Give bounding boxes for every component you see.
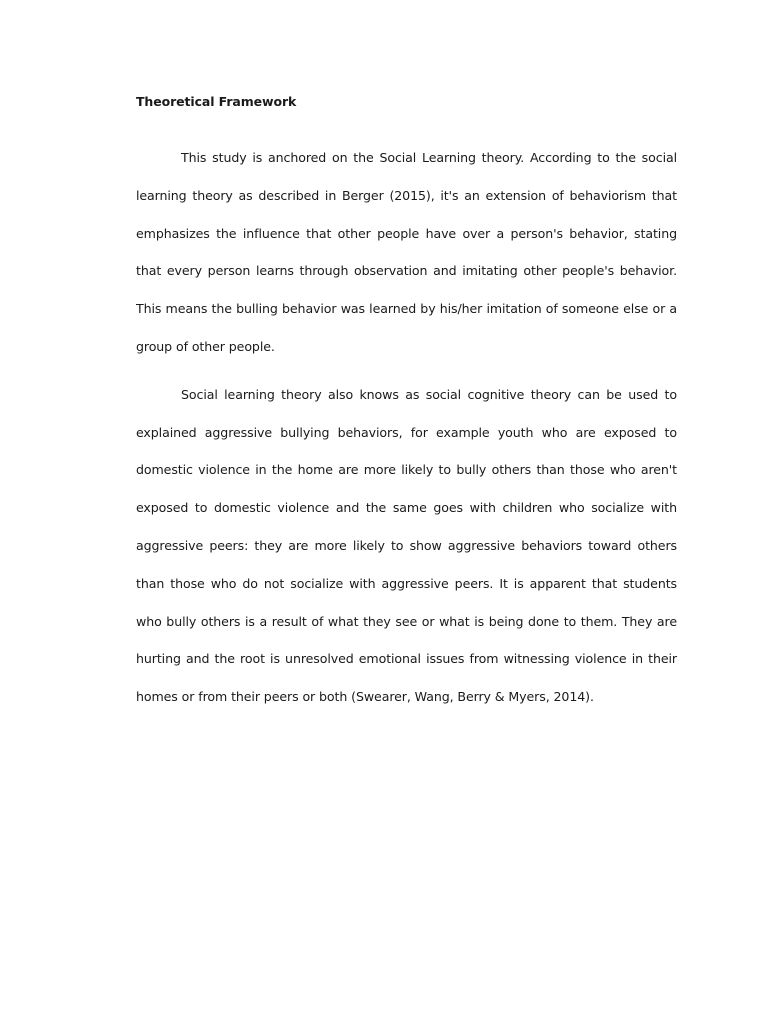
paragraph-1: This study is anchored on the Social Learning theory. According to the social learning theory as described in Berger (2015), it's an extension of behaviorism that emphasizes the influence that other people have over a person's behavior, stating that every person learns through observation and imitating other people's behavior. This means the bulling behavior was learned by his/her imitation of someone else or a group of other people. xyxy=(136,150,677,354)
section-heading: Theoretical Framework xyxy=(136,94,297,109)
document-body xyxy=(136,92,677,716)
paragraph-2: Social learning theory also knows as social cognitive theory can be used to explained aggressive bullying behaviors, for example youth who are exposed to domestic violence in the home are more likely to bully others than those who aren't exposed to domestic violence and the same goes with children who socialize with aggressive peers: they are more likely to show aggressive behaviors toward others than those who do not socialize with aggressive peers. It is apparent that students who bully others is a result of what they see or what is being done to them. They are hurting and the root is unresolved emotional issues from witnessing violence in their homes or from their peers or both (Swearer, Wang, Berry & Myers, 2014). xyxy=(136,386,677,705)
